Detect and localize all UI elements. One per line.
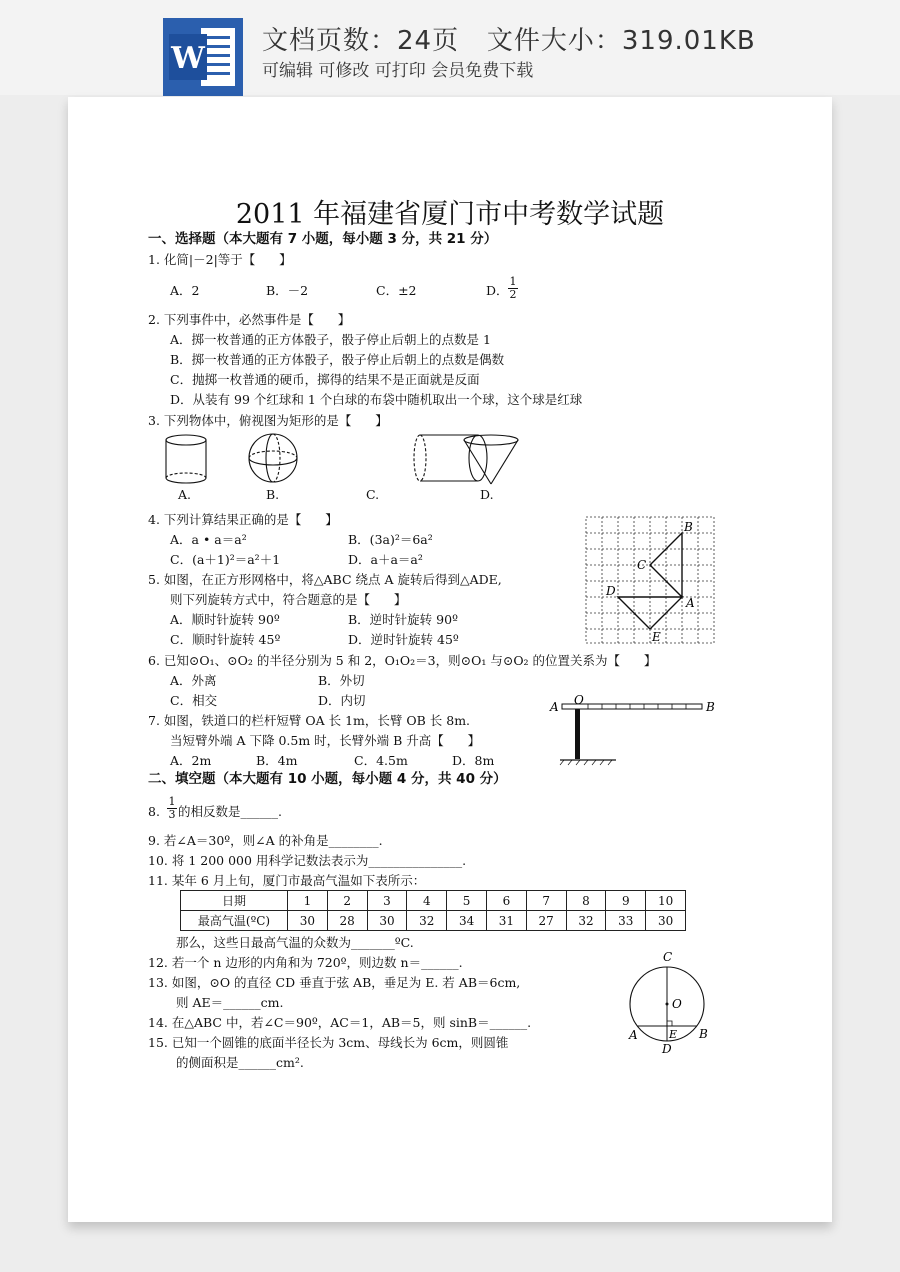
temp-cell: 32 — [407, 911, 447, 931]
q2-option-d: D．从装有 99 个红球和 1 个白球的布袋中随机取出一个球，这个球是红球 — [170, 392, 583, 407]
cylinder-figure — [166, 435, 206, 483]
table-row-dates — [181, 891, 686, 911]
q4-option-d: D．a＋a＝a² — [348, 552, 423, 567]
svg-text:W: W — [171, 41, 205, 76]
q7-stem-line1: 7. 如图，铁道口的栏杆短臂 OA 长 1m，长臂 OB 长 8m. — [148, 713, 471, 728]
q1-option-b: B．－2 — [266, 283, 309, 298]
q1-option-a: A．2 — [170, 283, 200, 298]
q2-option-b: B．掷一枚普通的正方体骰子，骰子停止后朝上的点数是偶数 — [170, 352, 505, 367]
temp-cell: 31 — [486, 911, 526, 931]
barrier-label-a: A — [550, 700, 559, 714]
q13-line1: 13. 如图，⊙O 的直径 CD 垂直于弦 AB，垂足为 E. 若 AB＝6cm, — [148, 975, 521, 990]
q6-option-a: A．外离 — [170, 673, 217, 688]
date-cell: 6 — [486, 891, 526, 911]
q9-text: 9. 若∠A＝30º，则∠A 的补角是________. — [148, 833, 383, 848]
q5-option-a: A．顺时针旋转 90º — [170, 612, 280, 627]
circle-label-d: D — [662, 1042, 672, 1056]
date-cell: 3 — [367, 891, 407, 911]
q2-option-a: A．掷一枚普通的正方体骰子，骰子停止后朝上的点数是 1 — [170, 332, 491, 347]
q5-stem-line2: 则下列旋转方式中，符合题意的是【 】 — [170, 592, 407, 607]
q3-cone-figure — [458, 432, 528, 492]
circle-label-c: C — [663, 950, 673, 964]
temp-cell: 32 — [566, 911, 606, 931]
section-heading-choice: 一、选择题（本大题有 7 小题，每小题 3 分，共 21 分） — [148, 231, 498, 247]
fraction-numerator: 1 — [168, 795, 176, 808]
temp-cell: 30 — [646, 911, 686, 931]
fraction-denominator: 3 — [168, 808, 176, 821]
q3-label-b: B. — [266, 487, 280, 502]
q7-option-d: D．8m — [452, 753, 495, 768]
date-cell: 1 — [288, 891, 328, 911]
exam-title: 2011 年福建省厦门市中考数学试题 — [235, 199, 665, 230]
q1-option-d: D． — [486, 283, 509, 298]
q3-label-d: D. — [480, 487, 494, 502]
q7-option-c: C．4.5m — [354, 753, 408, 768]
q2-option-c: C．抛掷一枚普通的硬币，掷得的结果不是正面就是反面 — [170, 372, 480, 387]
q4-option-c: C．(a＋1)²＝a²＋1 — [170, 552, 281, 567]
temp-cell: 30 — [367, 911, 407, 931]
q8-text: 的相反数是______. — [178, 804, 282, 819]
q5-grid-figure — [584, 515, 718, 647]
q2-stem: 2. 下列事件中，必然事件是【 】 — [148, 312, 351, 327]
fraction-denominator: 2 — [509, 288, 517, 301]
q5-option-c: C．顺时针旋转 45º — [170, 632, 281, 647]
q3-stem: 3. 下列物体中，俯视图为矩形的是【 】 — [148, 413, 388, 428]
q11-question: 那么，这些日最高气温的众数为_______ºC. — [176, 935, 414, 950]
circle-label-o: O — [672, 997, 682, 1011]
document-info: 文档页数：24页 文件大小：319.01KB — [262, 26, 756, 56]
q8-fraction — [167, 796, 177, 820]
document-features: 可编辑 可修改 可打印 会员免费下载 — [262, 61, 534, 81]
temp-cell: 34 — [447, 911, 487, 931]
point-label-d: D — [606, 584, 616, 598]
q7-railway-barrier-figure — [546, 695, 721, 771]
circle-label-e: E — [669, 1028, 678, 1041]
point-label-b: B — [684, 520, 693, 534]
q6-option-c: C．相交 — [170, 693, 218, 708]
point-label-c: C — [637, 558, 647, 572]
q1-option-d-fraction — [508, 276, 518, 300]
circle-label-b: B — [699, 1027, 708, 1041]
table-row-temperatures — [181, 911, 686, 931]
exam-page — [68, 97, 832, 1222]
q1-stem: 1. 化简|－2|等于【 】 — [148, 252, 292, 267]
q4-option-a: A．a • a＝a² — [170, 532, 247, 547]
q6-option-d: D．内切 — [318, 693, 366, 708]
q8-number: 8. — [148, 804, 160, 819]
q13-line2: 则 AE＝______cm. — [176, 995, 284, 1010]
row-label: 日期 — [181, 891, 288, 911]
temp-cell: 27 — [526, 911, 566, 931]
date-cell: 10 — [646, 891, 686, 911]
date-cell: 9 — [606, 891, 646, 911]
q4-option-b: B．(3a)²＝6a² — [348, 532, 433, 547]
point-label-e: E — [652, 630, 661, 644]
q5-option-b: B．逆时针旋转 90º — [348, 612, 458, 627]
temp-cell: 30 — [288, 911, 328, 931]
fraction-numerator: 1 — [509, 275, 517, 288]
point-label-a: A — [686, 596, 695, 610]
date-cell: 5 — [447, 891, 487, 911]
date-cell: 2 — [327, 891, 367, 911]
q4-stem: 4. 下列计算结果正确的是【 】 — [148, 512, 338, 527]
word-document-icon — [163, 18, 243, 96]
temperature-table — [180, 890, 686, 931]
date-cell: 4 — [407, 891, 447, 911]
q6-option-b: B．外切 — [318, 673, 365, 688]
date-cell: 7 — [526, 891, 566, 911]
q1-option-c: C．±2 — [376, 283, 417, 298]
section-heading-fill-in: 二、填空题（本大题有 10 小题，每小题 4 分，共 40 分） — [148, 771, 507, 787]
q7-option-a: A．2m — [170, 753, 212, 768]
q12-text: 12. 若一个 n 边形的内角和为 720º，则边数 n＝______. — [148, 955, 463, 970]
temp-cell: 28 — [327, 911, 367, 931]
q3-label-a: A. — [178, 487, 192, 502]
q6-stem: 6. 已知⊙O₁、⊙O₂ 的半径分别为 5 和 2，O₁O₂＝3，则⊙O₁ 与⊙O₂ 的位置关系为【 】 — [148, 653, 657, 668]
sphere-figure — [249, 434, 297, 482]
q7-option-b: B．4m — [256, 753, 298, 768]
q13-circle-figure — [623, 949, 723, 1059]
q15-line2: 的侧面积是______cm². — [176, 1055, 304, 1070]
q5-option-d: D．逆时针旋转 45º — [348, 632, 459, 647]
q14-text: 14. 在△ABC 中，若∠C＝90º，AC＝1，AB＝5，则 sinB＝______. — [148, 1015, 532, 1030]
q15-line1: 15. 已知一个圆锥的底面半径长为 3cm、母线长为 6cm，则圆锥 — [148, 1035, 509, 1050]
temp-cell: 33 — [606, 911, 646, 931]
circle-label-a: A — [629, 1028, 638, 1042]
barrier-label-o: O — [574, 695, 584, 707]
date-cell: 8 — [566, 891, 606, 911]
q5-stem-line1: 5. 如图，在正方形网格中，将△ABC 绕点 A 旋转后得到△ADE, — [148, 572, 502, 587]
row-label: 最高气温(ºC) — [181, 911, 288, 931]
q7-stem-line2: 当短臂外端 A 下降 0.5m 时，长臂外端 B 升高【 】 — [170, 733, 481, 748]
q11-stem: 11. 某年 6 月上旬，厦门市最高气温如下表所示： — [148, 873, 426, 888]
barrier-label-b: B — [706, 700, 715, 714]
q10-text: 10. 将 1 200 000 用科学记数法表示为_______________. — [148, 853, 467, 868]
download-banner — [0, 0, 900, 95]
q3-label-c: C. — [366, 487, 380, 502]
